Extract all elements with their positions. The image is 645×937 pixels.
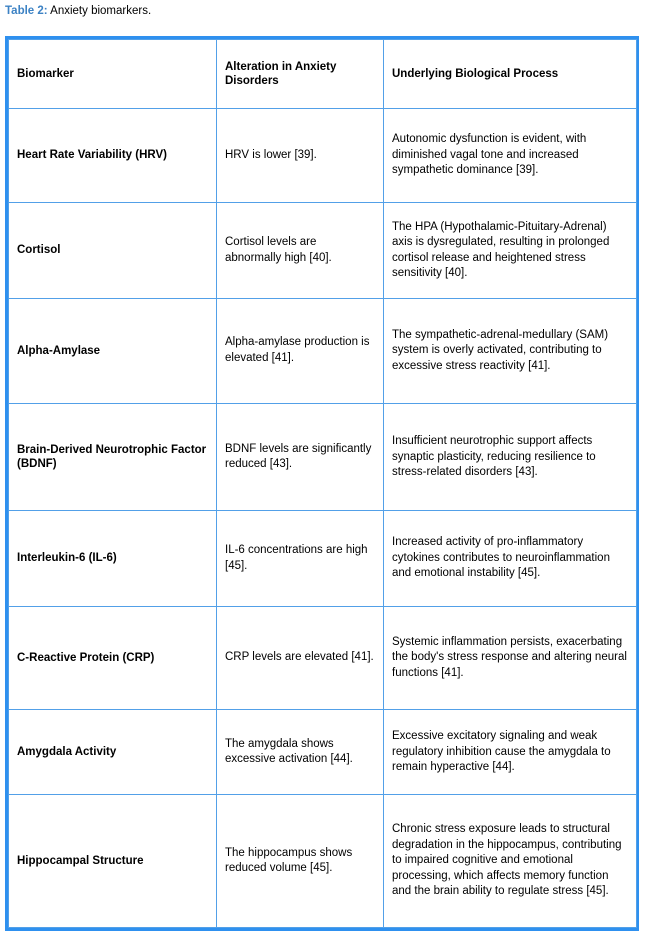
cell-process: The sympathetic-adrenal-medullary (SAM) system is overly activated, contributing to excessive stress reactivity [41].	[384, 298, 637, 403]
header-cell-process: Underlying Biological Process	[384, 40, 637, 109]
header-row	[9, 40, 637, 109]
table-row	[9, 511, 637, 606]
cell-biomarker: Alpha-Amylase	[9, 298, 217, 403]
cell-process: Systemic inflammation persists, exacerbating the body's stress response and altering neural functions [41].	[384, 606, 637, 709]
table-body	[9, 109, 637, 928]
table-row	[9, 795, 637, 928]
header-cell-alteration: Alteration in Anxiety Disorders	[217, 40, 384, 109]
table-row	[9, 203, 637, 298]
cell-process: Excessive excitatory signaling and weak regulatory inhibition cause the amygdala to remain hyperactive [44].	[384, 710, 637, 795]
cell-biomarker: Heart Rate Variability (HRV)	[9, 109, 217, 203]
table-row	[9, 298, 637, 403]
cell-alteration: IL-6 concentrations are high [45].	[217, 511, 384, 606]
cell-alteration: BDNF levels are significantly reduced [43].	[217, 404, 384, 511]
cell-biomarker: Interleukin-6 (IL-6)	[9, 511, 217, 606]
cell-alteration: HRV is lower [39].	[217, 109, 384, 203]
cell-biomarker: C-Reactive Protein (CRP)	[9, 606, 217, 709]
cell-alteration: The amygdala shows excessive activation [44].	[217, 710, 384, 795]
table-caption-text: Anxiety biomarkers.	[47, 5, 152, 17]
cell-alteration: CRP levels are elevated [41].	[217, 606, 384, 709]
cell-process: Autonomic dysfunction is evident, with diminished vagal tone and increased sympathetic dominance [39].	[384, 109, 637, 203]
table-caption	[5, 4, 151, 19]
cell-alteration: Alpha-amylase production is elevated [41].	[217, 298, 384, 403]
cell-alteration: Cortisol levels are abnormally high [40].	[217, 203, 384, 298]
table-row	[9, 404, 637, 511]
table-row	[9, 606, 637, 709]
cell-biomarker: Brain-Derived Neurotrophic Factor (BDNF)	[9, 404, 217, 511]
header-cell-biomarker: Biomarker	[9, 40, 217, 109]
table-container	[5, 36, 639, 931]
table-row	[9, 109, 637, 203]
anxiety-biomarkers-table	[8, 39, 637, 928]
table-caption-label: Table 2:	[5, 5, 48, 17]
cell-biomarker: Amygdala Activity	[9, 710, 217, 795]
cell-process: Insufficient neurotrophic support affects synaptic plasticity, reducing resilience to stress-related disorders [43].	[384, 404, 637, 511]
table-row	[9, 710, 637, 795]
cell-alteration: The hippocampus shows reduced volume [45].	[217, 795, 384, 928]
cell-biomarker: Hippocampal Structure	[9, 795, 217, 928]
cell-process: Increased activity of pro-inflammatory cytokines contributes to neuroinflammation and emotional instability [45].	[384, 511, 637, 606]
cell-process: Chronic stress exposure leads to structural degradation in the hippocampus, contributing to impaired cognitive and emotional processing, which affects memory function and the brain ability to regulate stress [45].	[384, 795, 637, 928]
cell-biomarker: Cortisol	[9, 203, 217, 298]
table-header	[9, 40, 637, 109]
cell-process: The HPA (Hypothalamic-Pituitary-Adrenal) axis is dysregulated, resulting in prolonged cortisol release and heightened stress sensitivity [40].	[384, 203, 637, 298]
